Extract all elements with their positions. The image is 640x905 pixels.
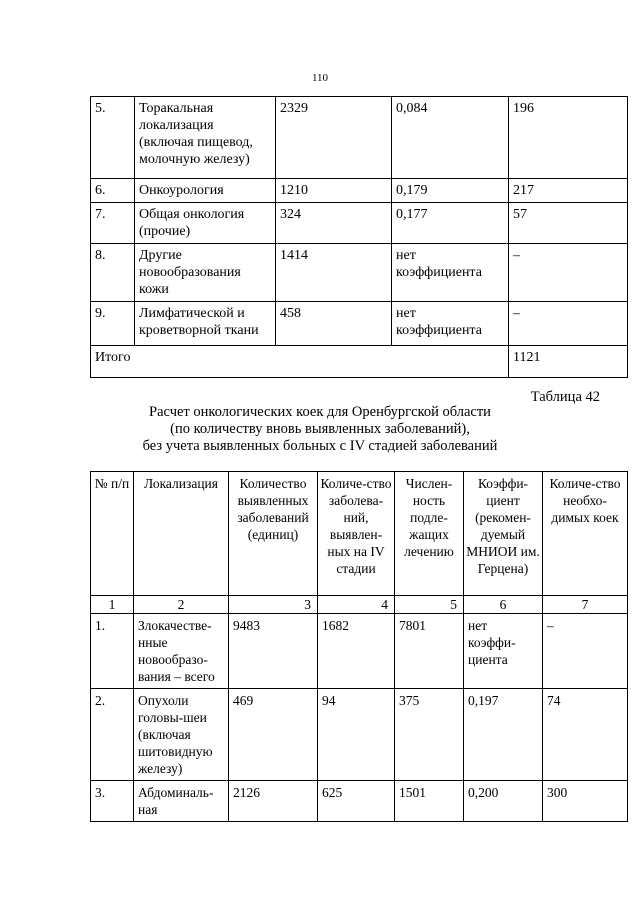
table-row <box>91 614 628 689</box>
table-row <box>91 302 628 346</box>
count-cell: 2329 <box>276 97 392 179</box>
header-localization: Локализация <box>134 472 229 596</box>
row-number: 9. <box>91 302 135 346</box>
coefficient-cell: 0,084 <box>392 97 509 179</box>
page-number: 110 <box>311 72 329 84</box>
count-cell: 324 <box>276 203 392 244</box>
header-coefficient: Коэффи-циент (рекомен-дуемый МНИОИ им. Герцена) <box>464 472 543 596</box>
localization-cell: Абдоминаль-ная <box>134 781 229 822</box>
column-index: 4 <box>318 596 395 614</box>
beds-cell: 300 <box>543 781 628 822</box>
stage4-cell: 625 <box>318 781 395 822</box>
table-row <box>91 97 628 179</box>
beds-table-continued <box>90 96 628 378</box>
header-stage4-count: Количе-ство заболева-ний, выявлен-ных на IV стадии <box>318 472 395 596</box>
header-detected-count: Количество выявленных заболеваний (единиц) <box>229 472 318 596</box>
stage4-cell: 1682 <box>318 614 395 689</box>
to-treat-cell: 7801 <box>395 614 464 689</box>
count-cell: 9483 <box>229 614 318 689</box>
column-index: 3 <box>229 596 318 614</box>
coefficient-cell: 0,200 <box>464 781 543 822</box>
table-row <box>91 244 628 302</box>
row-number: 8. <box>91 244 135 302</box>
row-number: 7. <box>91 203 135 244</box>
row-number: 2. <box>91 689 134 781</box>
header-to-treat: Числен-ность подле-жащих лечению <box>395 472 464 596</box>
localization-cell: Опухоли головы-шеи (включая шитовидную железу) <box>134 689 229 781</box>
stage4-cell: 94 <box>318 689 395 781</box>
table-row <box>91 179 628 203</box>
coefficient-cell: нет коэффи-циента <box>464 614 543 689</box>
to-treat-cell: 1501 <box>395 781 464 822</box>
localization-cell: Торакальная локализация (включая пищевод, молочную железу) <box>135 97 276 179</box>
header-number: № п/п <box>91 472 134 596</box>
coefficient-cell: 0,179 <box>392 179 509 203</box>
row-number: 3. <box>91 781 134 822</box>
row-number: 1. <box>91 614 134 689</box>
beds-cell: – <box>509 302 628 346</box>
count-cell: 1210 <box>276 179 392 203</box>
count-cell: 2126 <box>229 781 318 822</box>
localization-cell: Другие новообразования кожи <box>135 244 276 302</box>
coefficient-cell: 0,197 <box>464 689 543 781</box>
localization-cell: Общая онкология (прочие) <box>135 203 276 244</box>
column-index-row <box>91 596 628 614</box>
header-beds-needed: Количе-ство необхо-димых коек <box>543 472 628 596</box>
coefficient-cell: нет коэффициента <box>392 244 509 302</box>
table-title <box>0 404 640 455</box>
to-treat-cell: 375 <box>395 689 464 781</box>
total-label: Итого <box>91 346 509 378</box>
beds-calculation-table <box>90 471 628 822</box>
localization-cell: Онкоурология <box>135 179 276 203</box>
column-index: 6 <box>464 596 543 614</box>
total-value: 1121 <box>509 346 628 378</box>
beds-cell: 57 <box>509 203 628 244</box>
table-row <box>91 781 628 822</box>
column-index: 2 <box>134 596 229 614</box>
table-number: Таблица 42 <box>530 389 600 405</box>
row-number: 6. <box>91 179 135 203</box>
coefficient-cell: нет коэффициента <box>392 302 509 346</box>
column-index: 5 <box>395 596 464 614</box>
localization-cell: Лимфатической и кроветворной ткани <box>135 302 276 346</box>
table-row <box>91 689 628 781</box>
beds-cell: 74 <box>543 689 628 781</box>
table-title-line: Расчет онкологических коек для Оренбургской области <box>149 404 491 420</box>
beds-cell: – <box>509 244 628 302</box>
row-number: 5. <box>91 97 135 179</box>
coefficient-cell: 0,177 <box>392 203 509 244</box>
table-title-line: (по количеству вновь выявленных заболеваний), <box>170 421 470 437</box>
column-index: 1 <box>91 596 134 614</box>
localization-cell: Злокачестве-нные новообразо-вания – всего <box>134 614 229 689</box>
table-title-line: без учета выявленных больных с IV стадией заболеваний <box>142 438 498 454</box>
beds-cell: – <box>543 614 628 689</box>
count-cell: 469 <box>229 689 318 781</box>
count-cell: 1414 <box>276 244 392 302</box>
beds-cell: 217 <box>509 179 628 203</box>
column-index: 7 <box>543 596 628 614</box>
beds-cell: 196 <box>509 97 628 179</box>
header-row <box>91 472 628 596</box>
table-row <box>91 203 628 244</box>
count-cell: 458 <box>276 302 392 346</box>
total-row <box>91 346 628 378</box>
